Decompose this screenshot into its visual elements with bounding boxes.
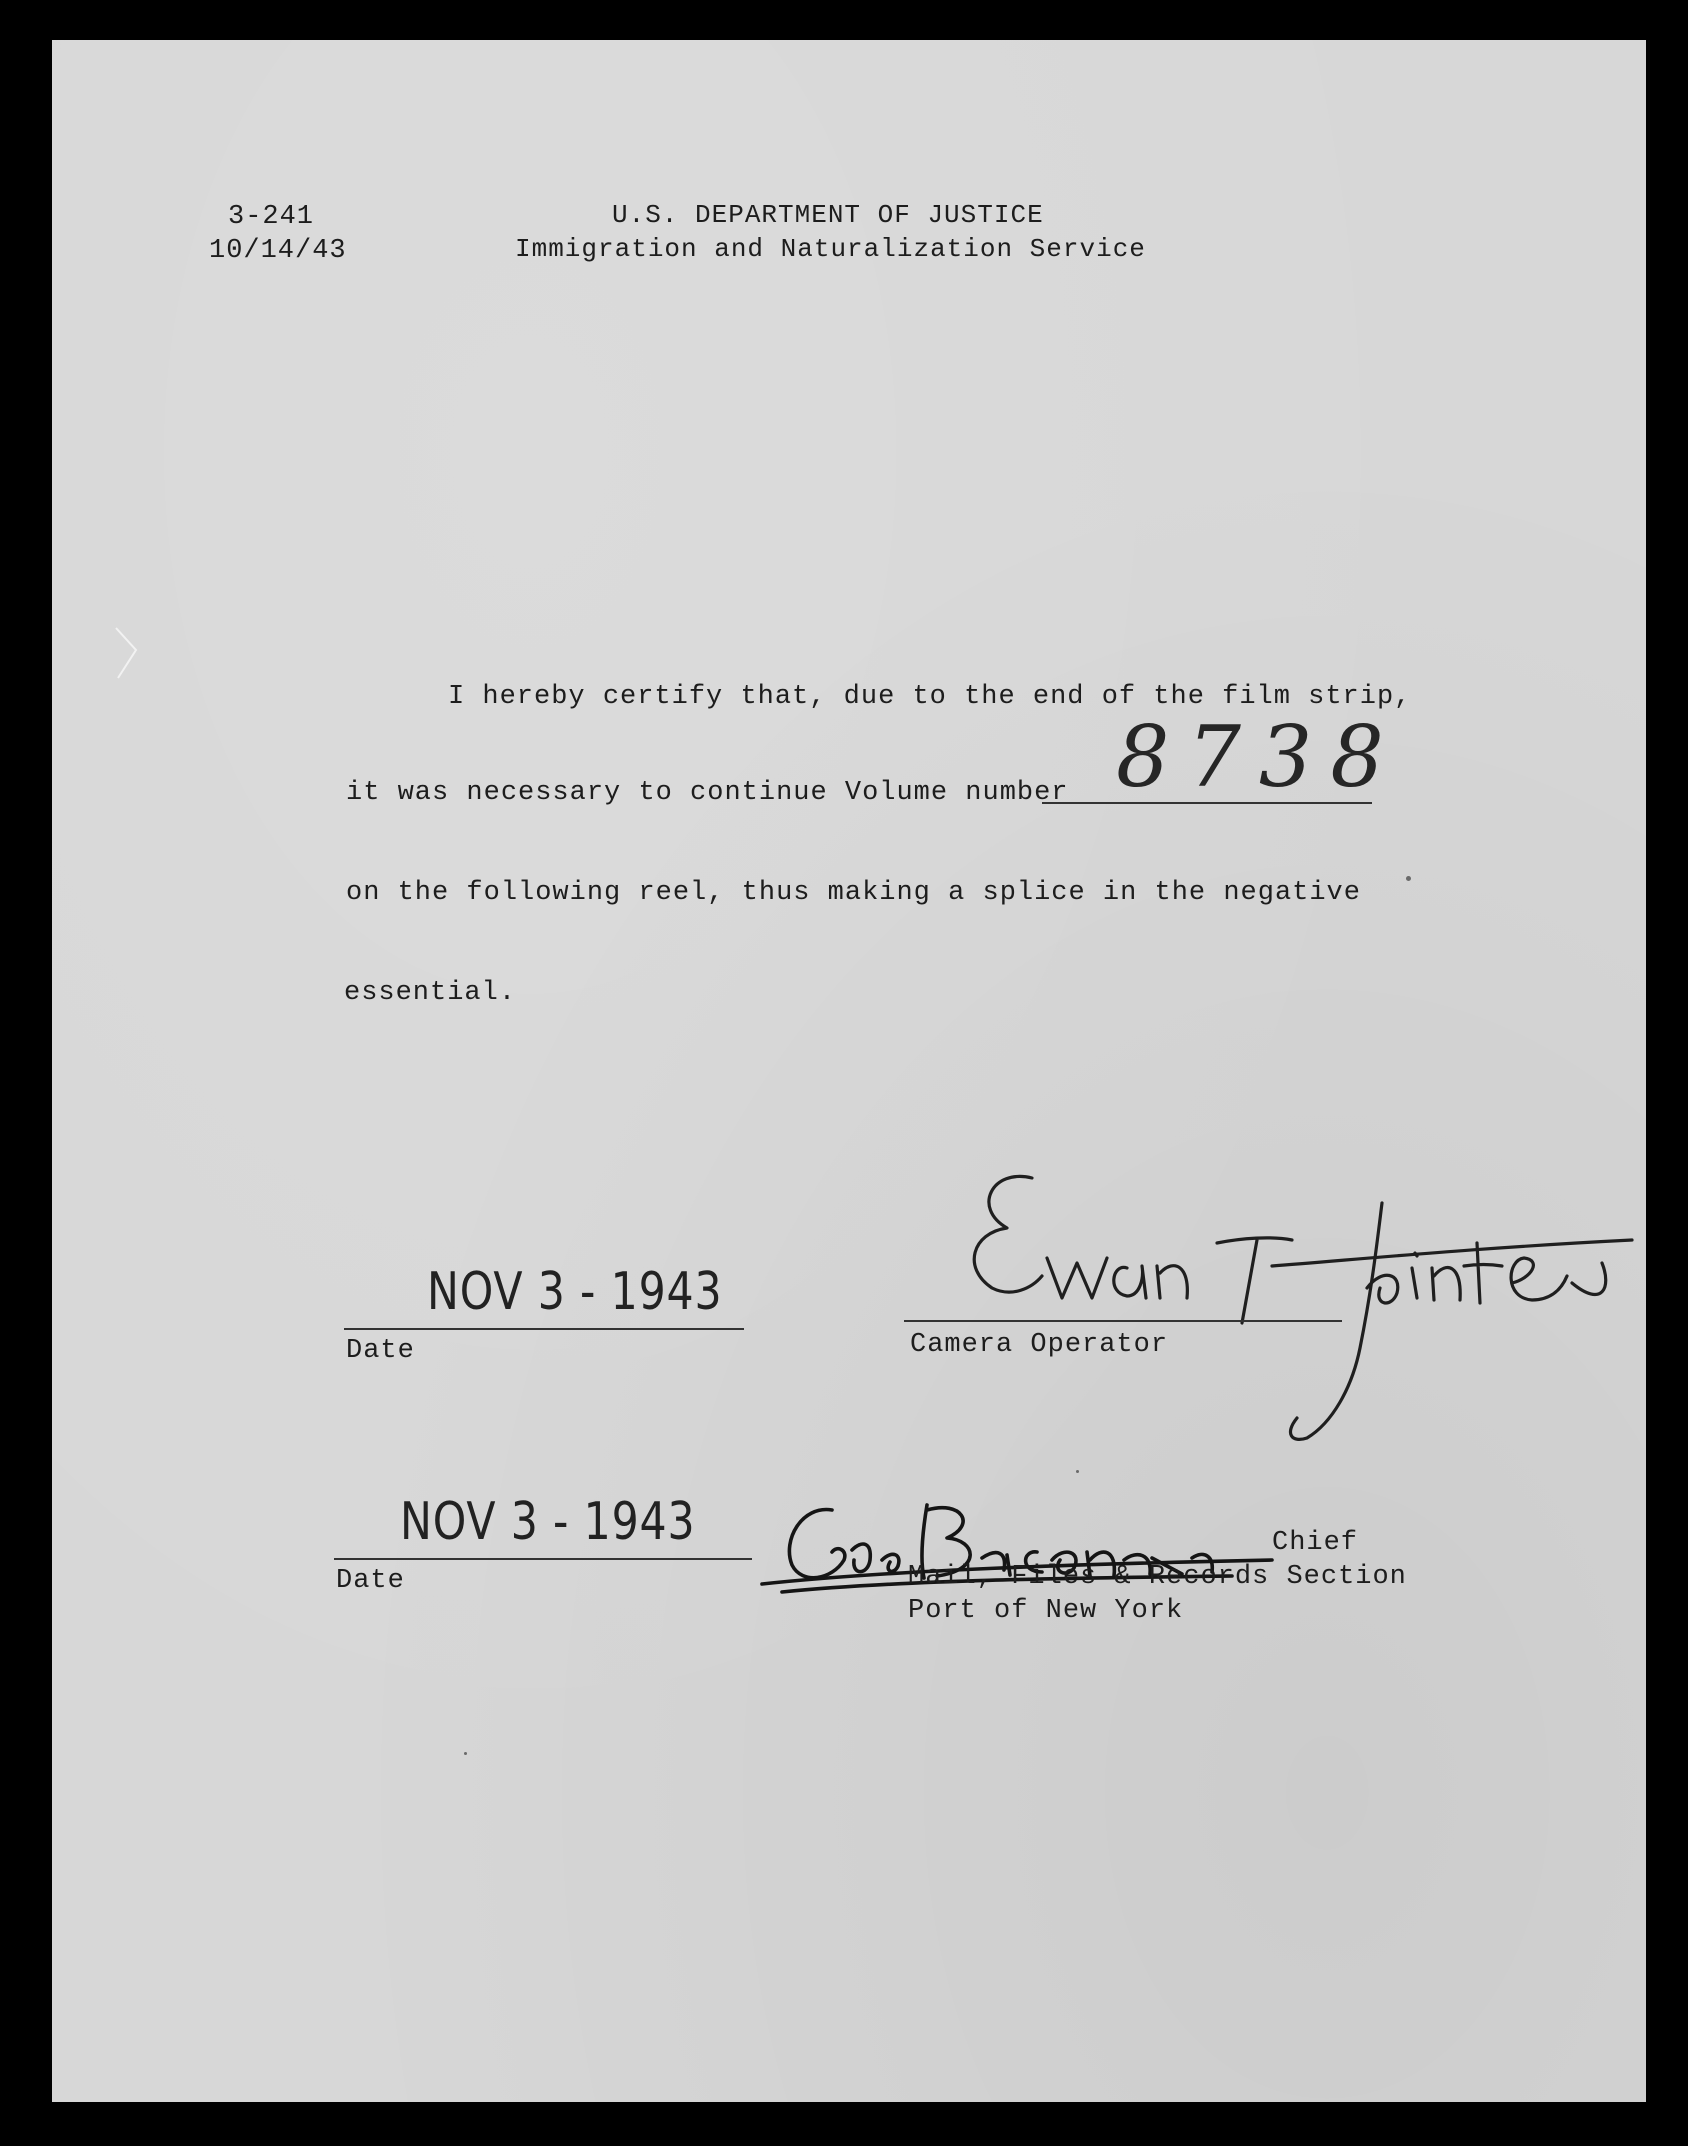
chief-title-line-2: Mail, Files & Records Section <box>908 1562 1407 1592</box>
chief-title-line-1: Chief <box>1272 1528 1359 1558</box>
volume-number-handwritten: 8738 <box>1116 708 1402 806</box>
chief-date-line <box>334 1558 752 1560</box>
certification-line-3: on the following reel, thus making a splice in the negative <box>346 878 1361 908</box>
chief-date-stamp: NOV 3 - 1943 <box>400 1492 696 1552</box>
scan-speck <box>1076 1470 1079 1473</box>
operator-signature-line <box>904 1320 1342 1322</box>
scan-edge-mark <box>108 620 148 690</box>
scan-speck <box>464 1752 467 1755</box>
form-number: 3-241 <box>228 202 315 232</box>
chief-date-label: Date <box>336 1566 405 1596</box>
certification-line-1: I hereby certify that, due to the end of the film strip, <box>448 682 1412 712</box>
operator-date-stamp: NOV 3 - 1943 <box>427 1262 723 1322</box>
certification-line-4: essential. <box>344 978 517 1008</box>
scan-speck <box>1406 876 1411 881</box>
certification-line-2: it was necessary to continue Volume number <box>346 778 1069 808</box>
operator-date-line <box>344 1328 744 1330</box>
document-page <box>52 40 1646 2102</box>
chief-title-line-3: Port of New York <box>908 1596 1184 1626</box>
operator-title: Camera Operator <box>910 1330 1169 1360</box>
operator-signature <box>912 1148 1672 1448</box>
form-date: 10/14/43 <box>209 236 347 266</box>
department-title: U.S. DEPARTMENT OF JUSTICE <box>612 200 1044 230</box>
service-subtitle: Immigration and Naturalization Service <box>515 234 1146 264</box>
operator-date-label: Date <box>346 1336 415 1366</box>
